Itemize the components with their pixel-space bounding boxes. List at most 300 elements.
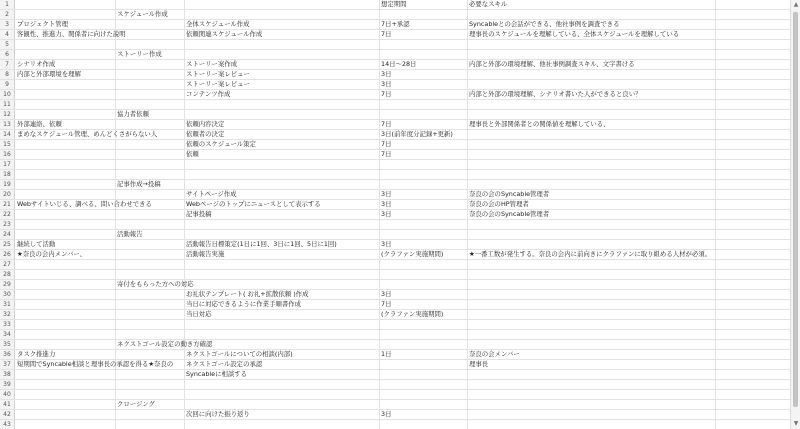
sheet-cell[interactable] [16,300,17,309]
sheet-cell[interactable]: スケジュール作成 [117,10,168,18]
sheet-row [0,340,790,350]
sheet-cell[interactable] [380,360,381,369]
row-number[interactable]: 14 [0,130,15,139]
row-number[interactable]: 37 [0,360,15,369]
sheet-cell[interactable]: 必要なスキル [469,0,508,8]
sheet-cell[interactable] [468,420,469,429]
sheet-cell[interactable] [16,330,17,339]
sheet-row [0,180,790,190]
sheet-cell[interactable] [116,80,117,89]
sheet-cell[interactable]: 依頼 [186,150,199,158]
sheet-cell[interactable] [468,290,469,299]
row-number[interactable]: 16 [0,150,15,159]
sheet-cell[interactable] [16,160,17,169]
sheet-cell[interactable]: 依頼内容決定 [186,120,225,128]
sheet-cell[interactable] [185,40,186,49]
sheet-cell[interactable] [16,180,17,189]
sheet-cell[interactable] [380,100,381,109]
sheet-cell[interactable] [116,390,117,399]
sheet-cell[interactable] [116,190,117,199]
row-number[interactable]: 38 [0,370,15,379]
sheet-row [0,310,790,320]
sheet-cell[interactable] [116,330,117,339]
scrollbar-thumb[interactable] [793,12,798,407]
row-number[interactable]: 4 [0,30,15,39]
sheet-cell[interactable] [468,160,469,169]
sheet-cell[interactable] [185,340,186,349]
sheet-cell[interactable]: Webサイトいじる、調べる、問い合わせできる [17,200,152,208]
sheet-cell[interactable] [185,330,186,339]
sheet-row [0,390,790,400]
sheet-cell[interactable] [16,420,17,429]
row-number[interactable]: 13 [0,120,15,129]
sheet-cell[interactable] [468,70,469,79]
sheet-cell[interactable] [468,330,469,339]
sheet-cell[interactable]: 3日 [381,80,392,88]
sheet-cell[interactable]: 次回に向けた振り返り [186,410,250,418]
sheet-cell[interactable]: 依頼関連スケジュール作成 [186,30,263,38]
row-number[interactable]: 25 [0,240,15,249]
vertical-scrollbar[interactable] [790,0,800,429]
sheet-cell[interactable] [468,300,469,309]
sheet-cell[interactable] [116,150,117,159]
sheet-cell[interactable] [16,410,17,419]
sheet-cell[interactable] [185,260,186,269]
sheet-row [0,300,790,310]
scroll-down-icon[interactable]: ▼ [793,420,799,427]
sheet-cell[interactable]: (クラファン実施期間) [381,250,444,258]
sheet-cell[interactable] [116,100,117,109]
sheet-row [0,420,790,429]
sheet-cell[interactable] [185,420,186,429]
sheet-cell[interactable] [116,310,117,319]
sheet-cell[interactable] [16,270,17,279]
sheet-cell[interactable]: ネクストゴールについての相談(内部) [186,350,293,358]
sheet-cell[interactable] [116,270,117,279]
row-number[interactable]: 9 [0,80,15,89]
sheet-cell[interactable] [468,410,469,419]
sheet-cell[interactable] [380,280,381,289]
sheet-cell[interactable] [468,390,469,399]
sheet-row [0,370,790,380]
sheet-row [0,290,790,300]
sheet-cell[interactable]: ネクストゴール設定の承認 [186,360,263,368]
sheet-row [0,0,790,10]
sheet-cell[interactable] [185,160,186,169]
sheet-cell[interactable]: 短期間でSyncable相談と理事長の承認を得る★奈良の [17,360,174,368]
sheet-cell[interactable] [185,100,186,109]
sheet-cell[interactable]: 3日 [381,210,392,218]
row-number[interactable]: 34 [0,330,15,339]
sheet-cell[interactable] [468,80,469,89]
row-number[interactable]: 31 [0,300,15,309]
sheet-cell[interactable] [16,290,17,299]
sheet-cell[interactable]: 依頼者の決定 [186,130,225,138]
sheet-cell[interactable] [468,170,469,179]
sheet-cell[interactable] [16,190,17,199]
sheet-cell[interactable]: ★奈良の会内メンバー、 [17,250,86,258]
row-number[interactable]: 21 [0,200,15,209]
sheet-cell[interactable] [185,50,186,59]
sheet-cell[interactable]: 3日 [381,290,392,298]
row-number[interactable]: 10 [0,90,15,99]
sheet-cell[interactable]: 全体スケジュール作成 [186,20,250,28]
scroll-up-icon[interactable]: ▲ [793,1,799,8]
sheet-cell[interactable] [468,220,469,229]
sheet-cell[interactable]: 当日に対応できるように作業手順書作成 [186,300,302,308]
sheet-cell[interactable] [468,150,469,159]
row-number[interactable]: 18 [0,170,15,179]
sheet-row [0,360,790,370]
sheet-cell[interactable] [16,150,17,159]
sheet-cell[interactable] [16,230,17,239]
row-number[interactable]: 6 [0,50,15,59]
sheet-cell[interactable] [16,220,17,229]
sheet-cell[interactable]: 7日 [381,120,392,128]
sheet-cell[interactable]: 7日 [381,30,392,38]
sheet-cell[interactable] [16,90,17,99]
sheet-cell[interactable] [116,70,117,79]
row-number[interactable]: 3 [0,20,15,29]
sheet-cell[interactable] [16,210,17,219]
sheet-cell[interactable] [185,280,186,289]
sheet-cell[interactable]: プロジェクト管理 [17,20,68,28]
sheet-cell[interactable] [468,370,469,379]
sheet-cell[interactable] [16,110,17,119]
sheet-row [0,130,790,140]
sheet-cell[interactable] [116,260,117,269]
sheet-cell[interactable] [468,380,469,389]
sheet-cell[interactable] [116,130,117,139]
sheet-row [0,50,790,60]
sheet-cell[interactable] [16,390,17,399]
sheet-row [0,170,790,180]
sheet-cell[interactable] [468,240,469,249]
sheet-row [0,400,790,410]
sheet-cell[interactable] [468,280,469,289]
sheet-cell[interactable] [116,0,117,9]
sheet-cell[interactable] [116,240,117,249]
sheet-cell[interactable] [468,180,469,189]
sheet-cell[interactable]: 内部と外部の環境理解、他社事例調査スキル、文字書ける [469,60,635,68]
sheet-cell[interactable]: タスク推進力 [17,350,56,358]
sheet-cell[interactable] [16,140,17,149]
sheet-cell[interactable] [468,140,469,149]
sheet-row [0,200,790,210]
sheet-row [0,110,790,120]
sheet-cell[interactable]: 奈良の会のHP管理者 [469,200,529,208]
sheet-cell[interactable] [116,30,117,39]
sheet-cell[interactable]: 外部連絡、依頼 [17,120,62,128]
sheet-cell[interactable]: 奈良の会のSyncable管理者 [469,210,550,218]
sheet-cell[interactable] [468,310,469,319]
sheet-cell[interactable] [185,390,186,399]
sheet-cell[interactable] [380,110,381,119]
row-number[interactable]: 32 [0,310,15,319]
sheet-cell[interactable] [380,270,381,279]
sheet-cell[interactable] [380,260,381,269]
sheet-cell[interactable] [116,140,117,149]
sheet-cell[interactable] [116,290,117,299]
sheet-row [0,380,790,390]
sheet-cell[interactable]: ネクストゴール設定の動き方確認 [117,340,213,348]
sheet-cell[interactable] [185,400,186,409]
sheet-cell[interactable]: 想定期間 [381,0,407,8]
sheet-cell[interactable] [116,300,117,309]
sheet-cell[interactable]: 理事長 [469,360,489,368]
row-number[interactable]: 2 [0,10,15,19]
sheet-row [0,10,790,20]
sheet-row [0,230,790,240]
sheet-cell[interactable] [16,340,17,349]
sheet-row [0,150,790,160]
sheet-cell[interactable] [116,380,117,389]
sheet-cell[interactable] [468,110,469,119]
sheet-cell[interactable]: 14日〜28日 [381,60,417,68]
sheet-cell[interactable] [116,250,117,259]
sheet-cell[interactable] [380,340,381,349]
sheet-cell[interactable] [380,370,381,379]
sheet-cell[interactable] [380,320,381,329]
row-number[interactable]: 11 [0,100,15,109]
row-number[interactable]: 17 [0,160,15,169]
sheet-row [0,80,790,90]
sheet-cell[interactable]: 客観性、推進力、関係者に向けた説明 [17,30,126,38]
sheet-cell[interactable]: シナリオ作成 [17,60,56,68]
sheet-cell[interactable] [380,170,381,179]
row-number[interactable]: 8 [0,70,15,79]
sheet-cell[interactable] [468,260,469,269]
sheet-cell[interactable] [380,380,381,389]
sheet-cell[interactable] [16,260,17,269]
sheet-row [0,40,790,50]
sheet-cell[interactable]: コンテンツ作成 [186,90,231,98]
sheet-cell[interactable] [380,160,381,169]
sheet-cell[interactable] [16,380,17,389]
sheet-cell[interactable] [16,100,17,109]
sheet-cell[interactable] [468,340,469,349]
sheet-cell[interactable]: 活動報告日標策定(1日に1回、3日に1回、5日に1回) [186,240,337,248]
sheet-cell[interactable] [116,320,117,329]
sheet-row [0,20,790,30]
row-number[interactable]: 12 [0,110,15,119]
sheet-cell[interactable]: Webページのトップにニュースとして表示する [186,200,321,208]
sheet-cell[interactable]: 活動報告実施 [186,250,225,258]
sheet-cell[interactable]: 3日 [381,190,392,198]
sheet-cell[interactable]: まめなスケジュール管理、めんどくさがらない人 [17,130,158,138]
sheet-row [0,160,790,170]
sheet-cell[interactable] [16,0,17,9]
sheet-cell[interactable] [116,170,117,179]
row-number[interactable]: 26 [0,250,15,259]
sheet-cell[interactable] [16,10,17,19]
row-number[interactable]: 28 [0,270,15,279]
row-number[interactable]: 40 [0,390,15,399]
sheet-cell[interactable] [116,60,117,69]
row-number[interactable]: 20 [0,190,15,199]
sheet-cell[interactable] [116,200,117,209]
sheet-cell[interactable] [468,50,469,59]
sheet-cell[interactable] [16,320,17,329]
sheet-cell[interactable]: (クラファン実施期間) [381,310,444,318]
sheet-cell[interactable]: お礼状テンプレート( お礼+拡散依頼 )作成 [186,290,309,298]
sheet-cell[interactable] [468,400,469,409]
sheet-cell[interactable] [116,220,117,229]
sheet-row [0,140,790,150]
sheet-cell[interactable] [185,110,186,119]
sheet-cell[interactable] [116,40,117,49]
sheet-cell[interactable] [380,390,381,399]
row-number[interactable]: 1 [0,0,15,9]
row-number[interactable]: 22 [0,210,15,219]
sheet-cell[interactable] [380,40,381,49]
sheet-cell[interactable]: 3日 [381,410,392,418]
sheet-cell[interactable] [380,220,381,229]
sheet-cell[interactable] [380,10,381,19]
sheet-row [0,70,790,80]
sheet-cell[interactable] [185,220,186,229]
sheet-row [0,350,790,360]
sheet-cell[interactable]: ストーリー案レビュー [186,80,250,88]
sheet-cell[interactable] [16,370,17,379]
sheet-cell[interactable]: ストーリー案作成 [186,60,238,68]
row-number[interactable]: 23 [0,220,15,229]
sheet-row [0,190,790,200]
sheet-cell[interactable]: 当日対応 [186,310,212,318]
sheet-cell[interactable] [468,100,469,109]
sheet-cell[interactable]: 内部と外部の環境理解、シナリオ書いた人ができると良い？ [469,90,642,98]
sheet-row [0,220,790,230]
sheet-cell[interactable] [116,420,117,429]
sheet-cell[interactable]: 7日 [381,140,392,148]
sheet-row [0,60,790,70]
sheet-cell[interactable] [16,400,17,409]
sheet-cell[interactable] [116,360,117,369]
sheet-cell[interactable]: 3日 [381,200,392,208]
sheet-cell[interactable] [380,230,381,239]
sheet-cell[interactable]: 記事投稿 [186,210,212,218]
sheet-cell[interactable]: 奈良の会のSyncable管理者 [469,190,550,198]
sheet-cell[interactable] [185,0,186,9]
sheet-cell[interactable] [380,180,381,189]
sheet-row [0,120,790,130]
sheet-cell[interactable]: 理事長のスケジュールを理解している、全体スケジュールを理解している [469,30,680,38]
sheet-cell[interactable] [16,170,17,179]
sheet-cell[interactable]: 3日 [381,240,392,248]
sheet-cell[interactable] [380,50,381,59]
row-number[interactable]: 39 [0,380,15,389]
sheet-cell[interactable]: 7日 [381,150,392,158]
sheet-cell[interactable] [468,270,469,279]
sheet-cell[interactable] [116,90,117,99]
row-number[interactable]: 24 [0,230,15,239]
sheet-cell[interactable] [185,10,186,19]
sheet-cell[interactable] [116,120,117,129]
sheet-cell[interactable] [380,420,381,429]
sheet-cell[interactable] [185,380,186,389]
sheet-cell[interactable] [116,370,117,379]
sheet-cell[interactable]: 1日 [381,350,392,358]
sheet-cell[interactable]: 奈良の会メンバー [469,350,520,358]
sheet-cell[interactable] [16,310,17,319]
sheet-cell[interactable] [16,80,17,89]
sheet-cell[interactable]: 7日 [381,300,392,308]
sheet-row [0,250,790,260]
sheet-cell[interactable] [185,180,186,189]
sheet-cell[interactable] [380,400,381,409]
sheet-cell[interactable] [16,50,17,59]
sheet-cell[interactable] [185,230,186,239]
row-number[interactable]: 42 [0,410,15,419]
row-number[interactable]: 41 [0,400,15,409]
row-number[interactable]: 27 [0,260,15,269]
sheet-cell[interactable]: Syncableに相談する [186,370,248,378]
sheet-cell[interactable] [116,20,117,29]
sheet-cell[interactable]: 内部と外部環境を理解 [17,70,81,78]
sheet-cell[interactable]: 寄付をもらった方への対応 [117,280,194,288]
row-number[interactable]: 36 [0,350,15,359]
sheet-cell[interactable]: 3日(前年度分記録+更新) [381,130,453,138]
sheet-cell[interactable] [380,330,381,339]
sheet-cell[interactable]: 継続して活動 [17,240,56,248]
sheet-cell[interactable] [185,170,186,179]
row-number[interactable]: 33 [0,320,15,329]
row-number[interactable]: 15 [0,140,15,149]
sheet-cell[interactable]: 活動報告 [117,230,143,238]
row-number[interactable]: 19 [0,180,15,189]
sheet-cell[interactable]: ストーリー案レビュー [186,70,250,78]
sheet-cell[interactable] [16,40,17,49]
row-number[interactable]: 29 [0,280,15,289]
sheet-cell[interactable]: ★一番工数が発生する。奈良の会内に前向きにクラファンに取り組める人材が必須。 [469,250,712,258]
row-number[interactable]: 30 [0,290,15,299]
sheet-row [0,260,790,270]
row-number[interactable]: 35 [0,340,15,349]
sheet-cell[interactable]: 理事長と外部関係者との関係値を理解している、 [469,120,610,128]
sheet-cell[interactable]: 7日+承認 [381,20,410,28]
sheet-cell[interactable] [468,10,469,19]
sheet-cell[interactable] [116,350,117,359]
sheet-cell[interactable]: 協力者依頼 [117,110,149,118]
sheet-cell[interactable]: 3日 [381,70,392,78]
sheet-cell[interactable] [185,270,186,279]
sheet-cell[interactable]: Syncableとの会話ができる、他社事例を調査できる [469,20,620,28]
sheet-cell[interactable] [185,320,186,329]
sheet-cell[interactable] [468,230,469,239]
sheet-cell[interactable] [116,410,117,419]
sheet-row [0,330,790,340]
sheet-cell[interactable] [468,130,469,139]
row-number[interactable]: 7 [0,60,15,69]
sheet-cell[interactable]: 記事作成→投稿 [117,180,161,188]
sheet-row [0,320,790,330]
sheet-cell[interactable] [16,280,17,289]
sheet-cell[interactable]: 依頼のスケジュール策定 [186,140,256,148]
sheet-cell[interactable] [468,40,469,49]
sheet-row [0,210,790,220]
sheet-cell[interactable] [116,160,117,169]
sheet-row [0,240,790,250]
sheet-cell[interactable] [468,320,469,329]
sheet-cell[interactable]: クロージング [117,400,155,408]
sheet-cell[interactable] [116,210,117,219]
row-number[interactable]: 43 [0,420,15,429]
sheet-row [0,100,790,110]
sheet-cell[interactable]: サイトページ作成 [186,190,237,198]
sheet-cell[interactable]: 7日 [381,90,392,98]
row-number[interactable]: 5 [0,40,15,49]
sheet-cell[interactable]: ストーリー作成 [117,50,162,58]
